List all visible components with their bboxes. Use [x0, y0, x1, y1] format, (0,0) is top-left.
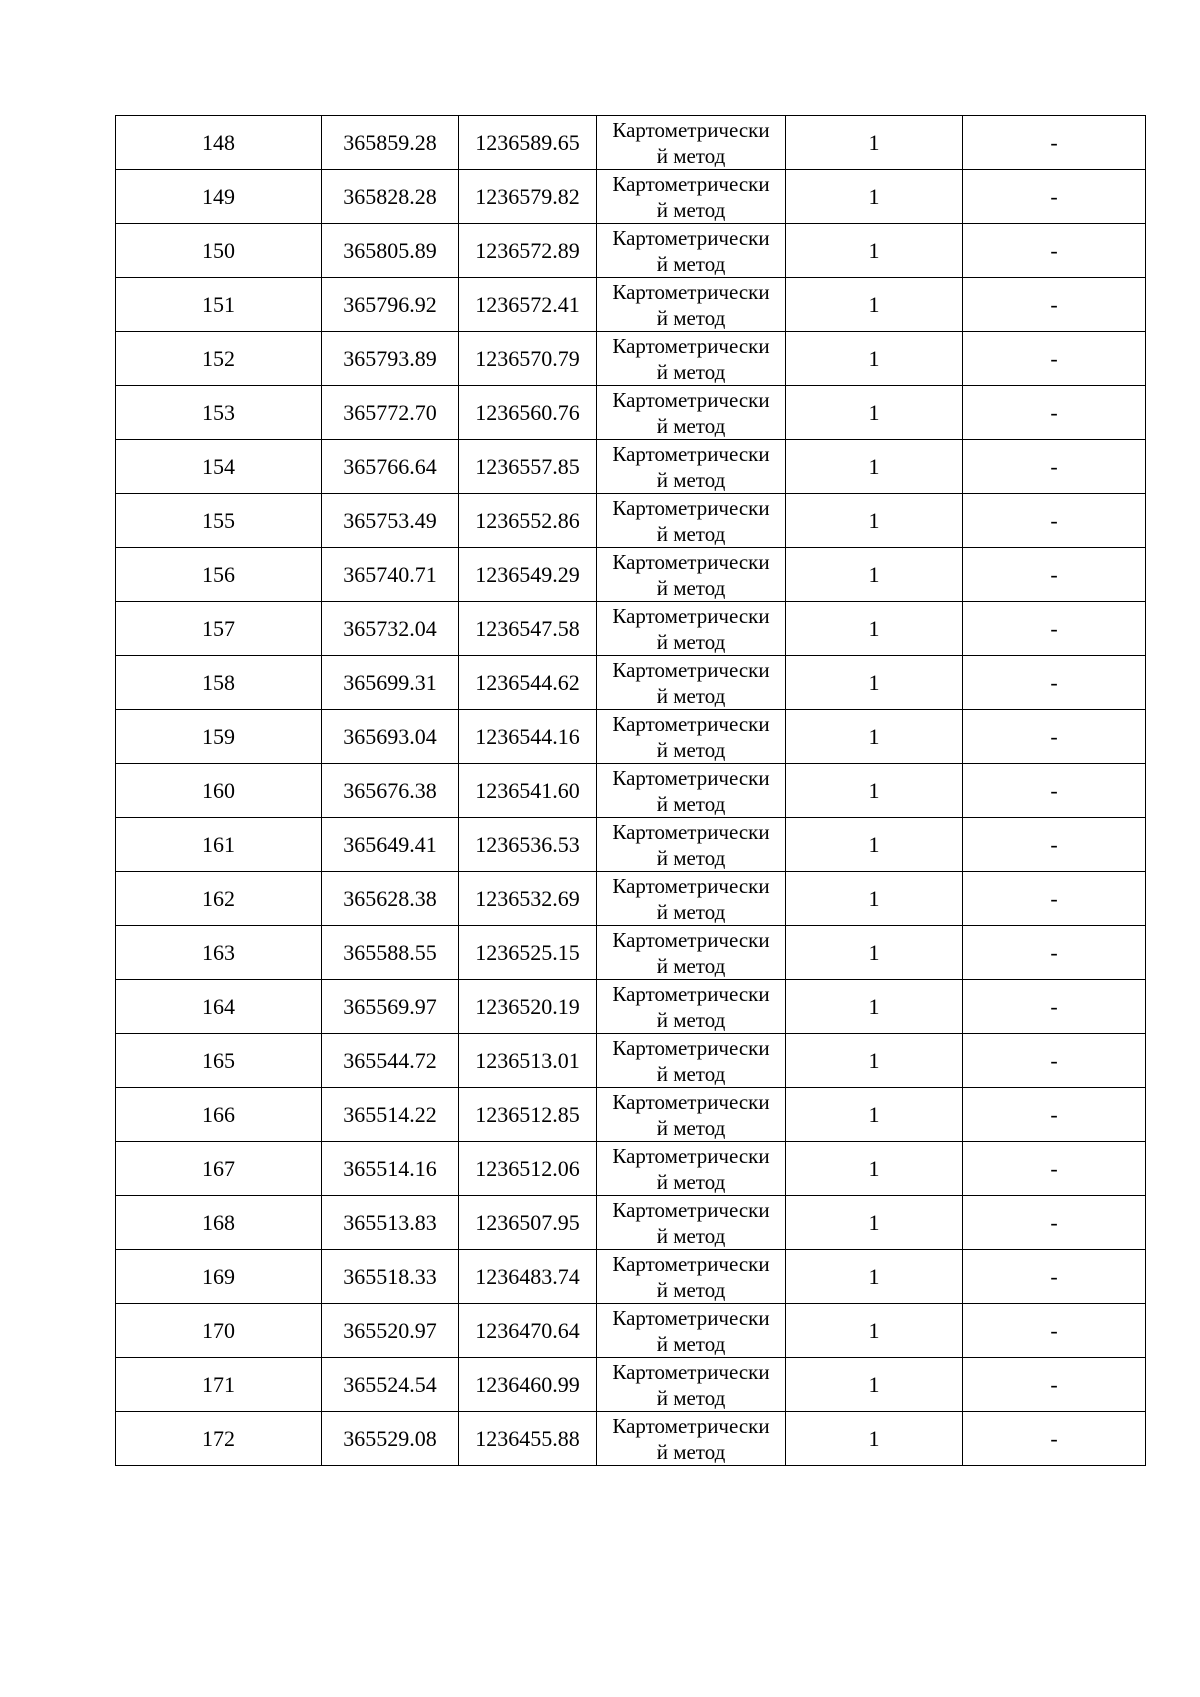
method-cell: [597, 1304, 786, 1358]
method-text-line1: Картометрически: [612, 711, 770, 736]
point-number-cell: 167: [116, 1142, 322, 1196]
point-number-cell: 154: [116, 440, 322, 494]
method-text-line1: Картометрически: [612, 1251, 770, 1276]
method-text-line2: й метод: [656, 1061, 726, 1086]
precision-cell: 1: [786, 1358, 963, 1412]
method-text-line2: й метод: [656, 143, 726, 168]
description-cell: -: [963, 764, 1146, 818]
table-row: [116, 926, 1146, 980]
method-text-line2: й метод: [656, 197, 726, 222]
method-text-line1: Картометрически: [612, 819, 770, 844]
method-cell: [597, 764, 786, 818]
table-row: [116, 1034, 1146, 1088]
method-cell: [597, 1412, 786, 1466]
method-cell: [597, 1196, 786, 1250]
point-number-cell: 168: [116, 1196, 322, 1250]
description-cell: -: [963, 170, 1146, 224]
point-number-cell: 160: [116, 764, 322, 818]
point-number-cell: 149: [116, 170, 322, 224]
point-number-cell: 157: [116, 602, 322, 656]
point-number-cell: 163: [116, 926, 322, 980]
method-text-line1: Картометрически: [612, 1035, 770, 1060]
x-coordinate-cell: 365524.54: [322, 1358, 459, 1412]
description-cell: -: [963, 440, 1146, 494]
y-coordinate-cell: 1236560.76: [459, 386, 597, 440]
method-cell: [597, 278, 786, 332]
point-number-cell: 155: [116, 494, 322, 548]
x-coordinate-cell: 365766.64: [322, 440, 459, 494]
method-text-line2: й метод: [656, 1385, 726, 1410]
method-text-line1: Картометрически: [612, 387, 770, 412]
table-row: [116, 710, 1146, 764]
table-row: [116, 440, 1146, 494]
y-coordinate-cell: 1236455.88: [459, 1412, 597, 1466]
precision-cell: 1: [786, 548, 963, 602]
precision-cell: 1: [786, 980, 963, 1034]
method-text-line1: Картометрически: [612, 171, 770, 196]
y-coordinate-cell: 1236549.29: [459, 548, 597, 602]
y-coordinate-cell: 1236547.58: [459, 602, 597, 656]
x-coordinate-cell: 365772.70: [322, 386, 459, 440]
method-text-line2: й метод: [656, 1331, 726, 1356]
precision-cell: 1: [786, 1412, 963, 1466]
precision-cell: 1: [786, 440, 963, 494]
x-coordinate-cell: 365859.28: [322, 116, 459, 170]
table-row: [116, 170, 1146, 224]
method-cell: [597, 548, 786, 602]
y-coordinate-cell: 1236525.15: [459, 926, 597, 980]
method-text-line2: й метод: [656, 251, 726, 276]
point-number-cell: 150: [116, 224, 322, 278]
precision-cell: 1: [786, 116, 963, 170]
y-coordinate-cell: 1236544.62: [459, 656, 597, 710]
y-coordinate-cell: 1236483.74: [459, 1250, 597, 1304]
point-number-cell: 158: [116, 656, 322, 710]
table-row: [116, 1088, 1146, 1142]
method-text-line2: й метод: [656, 953, 726, 978]
x-coordinate-cell: 365628.38: [322, 872, 459, 926]
point-number-cell: 162: [116, 872, 322, 926]
table-row: [116, 1142, 1146, 1196]
y-coordinate-cell: 1236544.16: [459, 710, 597, 764]
table-row: [116, 224, 1146, 278]
table-row: [116, 1304, 1146, 1358]
method-cell: [597, 116, 786, 170]
description-cell: -: [963, 926, 1146, 980]
x-coordinate-cell: 365693.04: [322, 710, 459, 764]
point-number-cell: 169: [116, 1250, 322, 1304]
precision-cell: 1: [786, 332, 963, 386]
y-coordinate-cell: 1236512.85: [459, 1088, 597, 1142]
y-coordinate-cell: 1236541.60: [459, 764, 597, 818]
method-text-line2: й метод: [656, 791, 726, 816]
x-coordinate-cell: 365805.89: [322, 224, 459, 278]
method-text-line2: й метод: [656, 1115, 726, 1140]
table-row: [116, 116, 1146, 170]
table-row: [116, 332, 1146, 386]
coordinates-table: [115, 115, 1146, 1466]
precision-cell: 1: [786, 1034, 963, 1088]
table-row: [116, 1196, 1146, 1250]
x-coordinate-cell: 365699.31: [322, 656, 459, 710]
x-coordinate-cell: 365588.55: [322, 926, 459, 980]
method-text-line1: Картометрически: [612, 657, 770, 682]
method-text-line2: й метод: [656, 899, 726, 924]
method-cell: [597, 980, 786, 1034]
method-text-line1: Картометрически: [612, 765, 770, 790]
table-row: [116, 548, 1146, 602]
point-number-cell: 156: [116, 548, 322, 602]
method-text-line1: Картометрически: [612, 1413, 770, 1438]
method-cell: [597, 926, 786, 980]
description-cell: -: [963, 602, 1146, 656]
description-cell: -: [963, 548, 1146, 602]
description-cell: -: [963, 872, 1146, 926]
method-text-line2: й метод: [656, 845, 726, 870]
precision-cell: 1: [786, 926, 963, 980]
method-text-line2: й метод: [656, 521, 726, 546]
description-cell: -: [963, 1088, 1146, 1142]
method-cell: [597, 1142, 786, 1196]
precision-cell: 1: [786, 872, 963, 926]
method-text-line2: й метод: [656, 683, 726, 708]
method-cell: [597, 1034, 786, 1088]
description-cell: -: [963, 224, 1146, 278]
method-text-line1: Картометрически: [612, 279, 770, 304]
method-text-line1: Картометрически: [612, 549, 770, 574]
y-coordinate-cell: 1236470.64: [459, 1304, 597, 1358]
method-text-line2: й метод: [656, 575, 726, 600]
description-cell: -: [963, 656, 1146, 710]
y-coordinate-cell: 1236507.95: [459, 1196, 597, 1250]
x-coordinate-cell: 365520.97: [322, 1304, 459, 1358]
description-cell: -: [963, 1034, 1146, 1088]
method-text-line1: Картометрически: [612, 225, 770, 250]
precision-cell: 1: [786, 494, 963, 548]
method-text-line1: Картометрически: [612, 873, 770, 898]
method-text-line2: й метод: [656, 1169, 726, 1194]
table-row: [116, 764, 1146, 818]
point-number-cell: 172: [116, 1412, 322, 1466]
point-number-cell: 159: [116, 710, 322, 764]
precision-cell: 1: [786, 1250, 963, 1304]
table-row: [116, 602, 1146, 656]
precision-cell: 1: [786, 764, 963, 818]
description-cell: -: [963, 278, 1146, 332]
y-coordinate-cell: 1236532.69: [459, 872, 597, 926]
method-cell: [597, 602, 786, 656]
method-text-line1: Картометрически: [612, 1197, 770, 1222]
x-coordinate-cell: 365544.72: [322, 1034, 459, 1088]
description-cell: -: [963, 818, 1146, 872]
description-cell: -: [963, 1142, 1146, 1196]
precision-cell: 1: [786, 818, 963, 872]
method-text-line2: й метод: [656, 1007, 726, 1032]
method-text-line1: Картометрически: [612, 1089, 770, 1114]
description-cell: -: [963, 710, 1146, 764]
method-cell: [597, 440, 786, 494]
y-coordinate-cell: 1236570.79: [459, 332, 597, 386]
table-row: [116, 980, 1146, 1034]
point-number-cell: 151: [116, 278, 322, 332]
point-number-cell: 166: [116, 1088, 322, 1142]
method-text-line1: Картометрически: [612, 117, 770, 142]
y-coordinate-cell: 1236589.65: [459, 116, 597, 170]
method-text-line2: й метод: [656, 305, 726, 330]
point-number-cell: 148: [116, 116, 322, 170]
method-cell: [597, 494, 786, 548]
precision-cell: 1: [786, 656, 963, 710]
point-number-cell: 165: [116, 1034, 322, 1088]
table-body: [116, 116, 1146, 1466]
x-coordinate-cell: 365569.97: [322, 980, 459, 1034]
x-coordinate-cell: 365514.22: [322, 1088, 459, 1142]
x-coordinate-cell: 365732.04: [322, 602, 459, 656]
method-cell: [597, 818, 786, 872]
table-row: [116, 386, 1146, 440]
x-coordinate-cell: 365529.08: [322, 1412, 459, 1466]
description-cell: -: [963, 1250, 1146, 1304]
method-text-line2: й метод: [656, 359, 726, 384]
point-number-cell: 171: [116, 1358, 322, 1412]
method-text-line2: й метод: [656, 629, 726, 654]
method-cell: [597, 1088, 786, 1142]
method-text-line2: й метод: [656, 1223, 726, 1248]
description-cell: -: [963, 980, 1146, 1034]
method-text-line1: Картометрически: [612, 927, 770, 952]
method-text-line1: Картометрически: [612, 495, 770, 520]
y-coordinate-cell: 1236579.82: [459, 170, 597, 224]
table-row: [116, 1412, 1146, 1466]
table-row: [116, 818, 1146, 872]
table-row: [116, 1250, 1146, 1304]
description-cell: -: [963, 1412, 1146, 1466]
method-text-line1: Картометрически: [612, 603, 770, 628]
point-number-cell: 153: [116, 386, 322, 440]
point-number-cell: 170: [116, 1304, 322, 1358]
table-row: [116, 1358, 1146, 1412]
x-coordinate-cell: 365740.71: [322, 548, 459, 602]
precision-cell: 1: [786, 170, 963, 224]
description-cell: -: [963, 116, 1146, 170]
method-text-line2: й метод: [656, 413, 726, 438]
method-text-line1: Картометрически: [612, 1305, 770, 1330]
method-cell: [597, 386, 786, 440]
method-cell: [597, 332, 786, 386]
table-row: [116, 278, 1146, 332]
precision-cell: 1: [786, 602, 963, 656]
method-cell: [597, 1358, 786, 1412]
precision-cell: 1: [786, 386, 963, 440]
description-cell: -: [963, 1196, 1146, 1250]
method-text-line1: Картометрически: [612, 441, 770, 466]
y-coordinate-cell: 1236520.19: [459, 980, 597, 1034]
precision-cell: 1: [786, 1196, 963, 1250]
y-coordinate-cell: 1236460.99: [459, 1358, 597, 1412]
x-coordinate-cell: 365513.83: [322, 1196, 459, 1250]
method-text-line1: Картометрически: [612, 1359, 770, 1384]
y-coordinate-cell: 1236572.41: [459, 278, 597, 332]
method-cell: [597, 1250, 786, 1304]
precision-cell: 1: [786, 1088, 963, 1142]
precision-cell: 1: [786, 1304, 963, 1358]
y-coordinate-cell: 1236552.86: [459, 494, 597, 548]
x-coordinate-cell: 365793.89: [322, 332, 459, 386]
precision-cell: 1: [786, 278, 963, 332]
method-cell: [597, 224, 786, 278]
x-coordinate-cell: 365753.49: [322, 494, 459, 548]
method-cell: [597, 170, 786, 224]
description-cell: -: [963, 332, 1146, 386]
point-number-cell: 152: [116, 332, 322, 386]
y-coordinate-cell: 1236557.85: [459, 440, 597, 494]
description-cell: -: [963, 386, 1146, 440]
x-coordinate-cell: 365676.38: [322, 764, 459, 818]
method-text-line2: й метод: [656, 467, 726, 492]
table-row: [116, 656, 1146, 710]
method-text-line2: й метод: [656, 737, 726, 762]
y-coordinate-cell: 1236512.06: [459, 1142, 597, 1196]
description-cell: -: [963, 1304, 1146, 1358]
method-text-line2: й метод: [656, 1439, 726, 1464]
table-row: [116, 494, 1146, 548]
description-cell: -: [963, 1358, 1146, 1412]
point-number-cell: 161: [116, 818, 322, 872]
point-number-cell: 164: [116, 980, 322, 1034]
description-cell: -: [963, 494, 1146, 548]
precision-cell: 1: [786, 710, 963, 764]
method-cell: [597, 872, 786, 926]
x-coordinate-cell: 365796.92: [322, 278, 459, 332]
method-text-line1: Картометрически: [612, 333, 770, 358]
table-row: [116, 872, 1146, 926]
method-cell: [597, 710, 786, 764]
y-coordinate-cell: 1236513.01: [459, 1034, 597, 1088]
y-coordinate-cell: 1236536.53: [459, 818, 597, 872]
x-coordinate-cell: 365514.16: [322, 1142, 459, 1196]
method-cell: [597, 656, 786, 710]
method-text-line2: й метод: [656, 1277, 726, 1302]
x-coordinate-cell: 365828.28: [322, 170, 459, 224]
precision-cell: 1: [786, 224, 963, 278]
method-text-line1: Картометрически: [612, 1143, 770, 1168]
y-coordinate-cell: 1236572.89: [459, 224, 597, 278]
x-coordinate-cell: 365518.33: [322, 1250, 459, 1304]
x-coordinate-cell: 365649.41: [322, 818, 459, 872]
method-text-line1: Картометрически: [612, 981, 770, 1006]
precision-cell: 1: [786, 1142, 963, 1196]
